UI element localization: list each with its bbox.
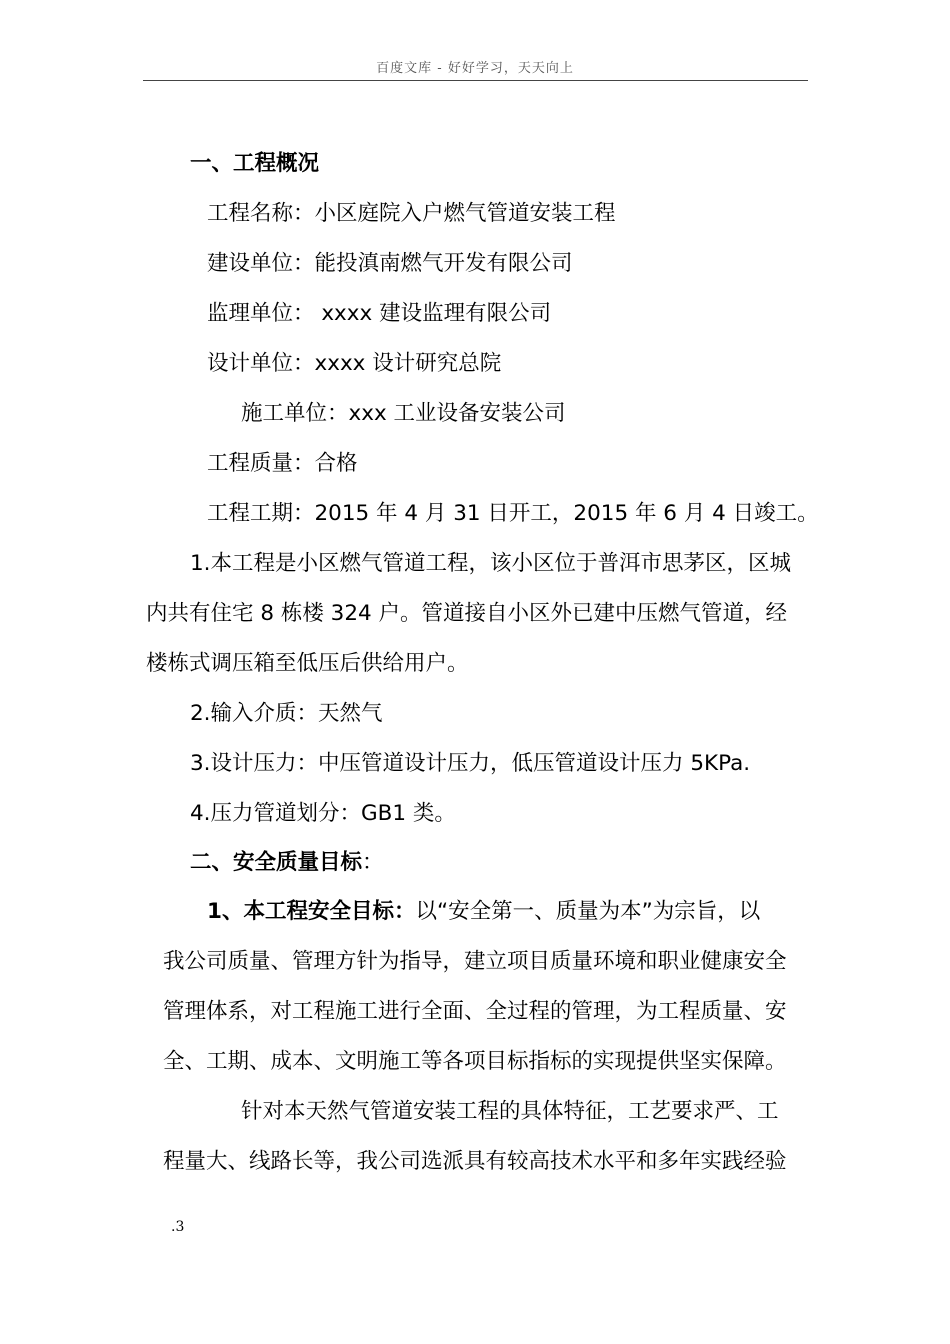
goal1-line: 我公司质量、管理方针为指导，建立项目质量环境和职业健康安全 <box>163 949 787 974</box>
section2-heading: 二、安全质量目标 <box>190 850 363 875</box>
item3-pressure: 3.设计压力：中压管道设计压力，低压管道设计压力 5KPa. <box>190 751 751 776</box>
item1-line: 1.本工程是小区燃气管道工程，该小区位于普洱市思茅区，区城 <box>190 551 792 576</box>
goal1-line <box>207 897 760 927</box>
header-divider <box>143 80 808 81</box>
goal1-title: 1、本工程安全目标： <box>207 899 416 924</box>
item1-line: 内共有住宅 8 栋楼 324 户。管道接自小区外已建中压燃气管道，经 <box>146 601 788 626</box>
goal1-line: 管理体系，对工程施工进行全面、全过程的管理，为工程质量、安 <box>163 999 787 1024</box>
contractor-unit-field: 施工单位：xxx 工业设备安装公司 <box>241 401 566 426</box>
goal1-line: 全、工期、成本、文明施工等各项目标指标的实现提供坚实保障。 <box>163 1049 787 1074</box>
project-name-field: 工程名称：小区庭院入户燃气管道安装工程 <box>207 201 616 226</box>
paragraph-line: 程量大、线路长等，我公司选派具有较高技术水平和多年实践经验 <box>163 1149 787 1174</box>
item2-medium: 2.输入介质：天然气 <box>190 701 383 726</box>
quality-field: 工程质量：合格 <box>207 451 358 476</box>
supervision-unit-field: 监理单位： xxxx 建设监理有限公司 <box>207 301 552 326</box>
header-text: 百度文库 - 好好学习，天天向上 <box>376 61 574 76</box>
paragraph-line: 针对本天然气管道安装工程的具体特征，工艺要求严、工 <box>241 1099 779 1124</box>
goal1-text: 以“安全第一、质量为本”为宗旨，以 <box>415 899 761 924</box>
item1-line: 楼栋式调压箱至低压后供给用户。 <box>146 651 469 676</box>
page-number: .3 <box>171 1219 185 1235</box>
design-unit-field: 设计单位：xxxx 设计研究总院 <box>207 351 502 376</box>
item4-classification: 4.压力管道划分：GB1 类。 <box>190 801 456 826</box>
section1-heading: 一、工程概况 <box>190 151 320 176</box>
construction-unit-field: 建设单位：能投滇南燃气开发有限公司 <box>207 251 573 276</box>
schedule-field: 工程工期：2015 年 4 月 31 日开工，2015 年 6 月 4 日竣工。 <box>207 501 819 526</box>
section2-heading-line <box>190 848 384 878</box>
section2-heading-colon: ： <box>362 850 384 875</box>
